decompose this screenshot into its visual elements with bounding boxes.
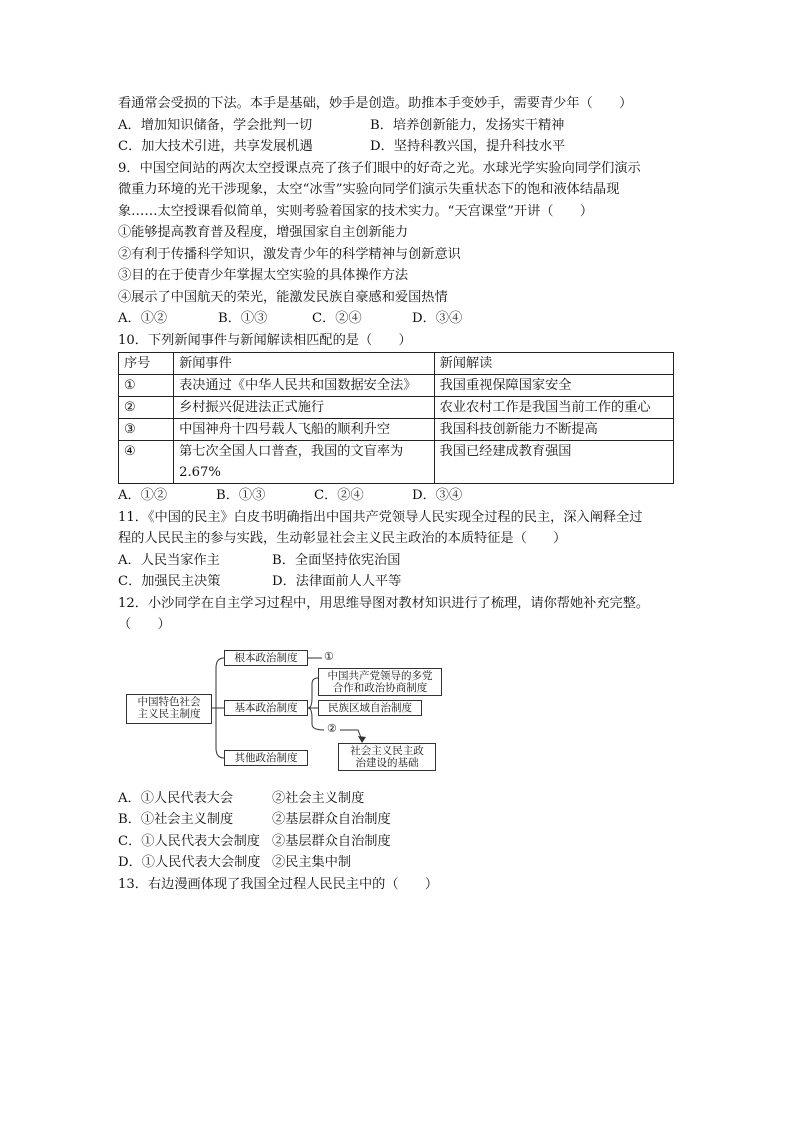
q11-option-d[interactable]: D．法律面前人人平等 [272,574,402,589]
multi-party-node [318,668,442,696]
q9-option-c[interactable]: C．②④ [312,311,362,326]
q12-option-b-part1: B．①社会主义制度 [118,812,234,827]
row-index: ③ [119,419,174,441]
q9-option-d[interactable]: D．③④ [412,311,463,326]
connector [340,730,362,740]
ethnic-autonomy-node: 民族区域自治制度 [318,700,422,716]
header-index: 序号 [119,353,174,375]
page-content [118,93,678,895]
q12-option-b[interactable] [118,809,678,831]
q11-options-row1 [118,550,678,572]
q8-option-c[interactable]: C．加大技术引进，共享发展机遇 [118,139,313,154]
row-index: ② [119,397,174,419]
multi-party-line: 中国共产党领导的多党 [327,669,433,682]
q12-stem-line: 12．小沙同学在自主学习过程中，用思维导图对教材知识进行了梳理，请你帮她补充完整。 [118,595,650,611]
arrow-head [358,736,366,743]
q8-option-b[interactable]: B．培养创新能力，发扬实干精神 [370,117,565,133]
q12-option-d-part1: D．①人民代表大会制度 [118,855,261,870]
foundation-node [338,743,436,771]
q11-stem-line: 11．《中国的民主》白皮书明确指出中国共产党领导人民实现全过程的民主，深入阐释全过 [118,509,643,525]
q11-option-c[interactable]: C．加强民主决策 [118,574,221,589]
q11-option-a[interactable]: A．人民当家作主 [118,552,220,568]
table-row [119,375,674,397]
root-node-line: 主义民主制度 [137,707,201,720]
row-event: 表决通过《中华人民共和国数据安全法》 [174,375,435,397]
row-event: 第七次全国人口普查，我国的文盲率为2.67% [174,441,435,484]
q11-stem-line: 程的人民民主的参与实践，生动彰显社会主义民主政治的本质特征是（ ） [118,531,567,546]
q9-statement: ②有利于传播科学知识，激发青少年的科学精神与创新意识 [118,246,461,262]
q9-stem-line: 9．中国空间站的两次太空授课点亮了孩子们眼中的好奇之光。水球光学实验向同学们演示 [118,160,641,176]
other-system-node: 其他政治制度 [224,750,308,766]
q12-option-c[interactable] [118,831,678,853]
table-row [119,441,674,484]
table-header-row [119,353,674,375]
q8-option-a[interactable]: A．增加知识储备，学会批判一切 [118,117,313,133]
row-index: ④ [119,441,174,484]
q11-options-row2 [118,571,678,593]
fundamental-system-node: 根本政治制度 [224,650,308,666]
news-table [118,352,674,484]
q8-options-row1 [118,115,678,137]
q11-option-b[interactable]: B．全面坚持依宪治国 [272,552,401,568]
q12-option-b-part2: ②基层群众自治制度 [272,812,391,827]
q12-option-c-part2: ②基层群众自治制度 [272,833,391,849]
blank-2-marker: ② [327,721,337,735]
row-interpretation: 我国已经建成教育强国 [434,441,673,484]
q10-option-d[interactable]: D．③④ [412,488,463,503]
q9-option-b[interactable]: B．①③ [218,311,268,326]
table-row [119,397,674,419]
foundation-line: 治建设的基础 [355,756,419,769]
q12-option-d-part2: ②民主集中制 [272,855,352,870]
q9-options-row [118,308,678,330]
q10-option-b[interactable]: B．①③ [216,488,266,503]
q10-option-c[interactable]: C．②④ [314,488,364,503]
q9-option-a[interactable]: A．①② [118,311,168,326]
multi-party-line: 合作和政治协商制度 [332,681,428,694]
q12-stem-line: （ ） [118,617,171,632]
q8-stem: 看通常会受损的下法。本手是基础，妙手是创造。助推本手变妙手，需要青少年（ ） [118,96,633,111]
q9-stem-line: 象……太空授课看似简单，实则考验着国家的技术实力。“天宫课堂”开讲（ ） [118,203,594,219]
q12-option-a-part2: ②社会主义制度 [272,790,365,806]
basic-system-node: 基本政治制度 [224,700,308,716]
q13-stem: 13．右边漫画体现了我国全过程人民民主中的（ ） [118,876,439,892]
table-row [119,419,674,441]
row-interpretation: 农业农村工作是我国当前工作的重心 [434,397,673,419]
row-event: 乡村振兴促进法正式施行 [174,397,435,419]
q12-option-a-part1: A．①人民代表大会 [118,790,234,806]
q12-option-a[interactable] [118,788,678,810]
q8-option-d[interactable]: D．坚持科教兴国，提升科技水平 [370,139,566,154]
q10-option-a[interactable]: A．①② [118,488,168,503]
root-node [126,694,212,724]
row-interpretation: 我国重视保障国家安全 [434,375,673,397]
q9-statement: ④展示了中国航天的荣光，能激发民族自豪感和爱国热情 [118,289,448,305]
connector [308,678,318,708]
q10-stem: 10．下列新闻事件与新闻解读相匹配的是（ ） [118,332,412,348]
header-interpretation: 新闻解读 [434,353,673,375]
header-event: 新闻事件 [174,353,435,375]
q9-statement: ①能够提高教育普及程度，增强国家自主创新能力 [118,225,409,240]
q10-options-row [118,485,678,507]
q12-option-c-part1: C．①人民代表大会制度 [118,833,260,849]
mind-map [126,644,456,778]
row-index: ① [119,375,174,397]
row-interpretation: 我国科技创新能力不断提高 [434,419,673,441]
q8-options-row2 [118,136,678,158]
foundation-line: 社会主义民主政 [350,744,424,757]
blank-1-marker: ① [324,649,334,663]
q9-statement: ③目的在于使青少年掌握太空实验的具体操作方法 [118,268,409,283]
row-event: 中国神舟十四号载人飞船的顺利升空 [174,419,435,441]
root-node-line: 中国特色社会 [137,695,201,708]
q9-stem-line: 微重力环境的光干涉现象，太空“冰雪”实验向同学们演示失重状态下的饱和液体结晶现 [118,182,620,197]
q12-option-d[interactable] [118,852,678,874]
